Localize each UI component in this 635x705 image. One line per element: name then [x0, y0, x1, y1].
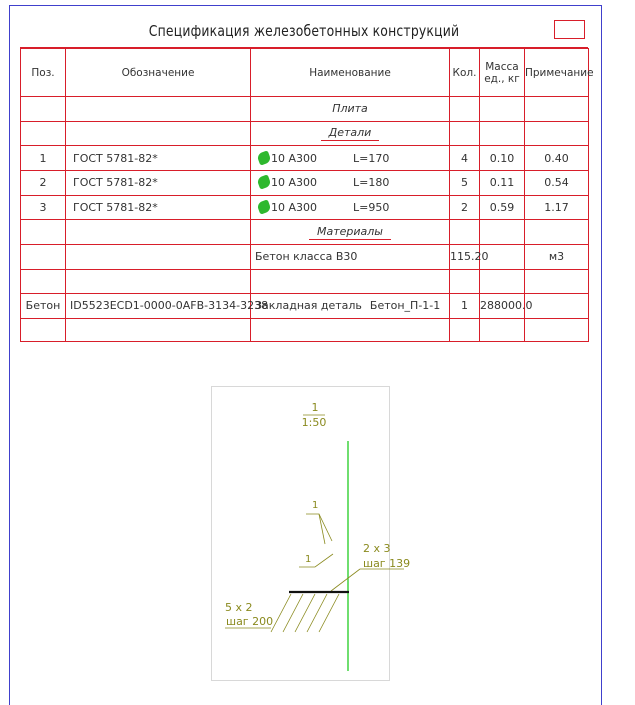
section-slab: Плита: [251, 97, 450, 122]
table-row[interactable]: [21, 171, 589, 196]
leader-top-branch: [319, 514, 325, 544]
row3-pos: 3: [21, 195, 66, 220]
row3-name: 10 А300 L=950: [251, 195, 450, 220]
row2-mass: 0.11: [480, 171, 525, 196]
table-row[interactable]: [21, 293, 589, 318]
row1-pos: 1: [21, 146, 66, 171]
row1-mass: 0.10: [480, 146, 525, 171]
rebar-marker-icon: [256, 150, 271, 165]
row1-qty: 4: [450, 146, 480, 171]
leader-label-bottom: 1: [305, 554, 312, 565]
hatch-bar: [307, 594, 327, 632]
embed-mass: 288000.0: [480, 293, 525, 318]
row2-pos: 2: [21, 171, 66, 196]
section-parts: Детали: [251, 121, 450, 146]
row2-qty: 5: [450, 171, 480, 196]
reinforcement-detail-drawing: [211, 386, 411, 681]
callout-right-count: 2 x 3: [363, 542, 391, 555]
callout-right-step: шаг 139: [363, 557, 411, 570]
header-qty: Кол.: [450, 49, 480, 97]
hatch-bar: [271, 594, 291, 632]
table-header-row: [21, 49, 589, 97]
table-row[interactable]: [21, 245, 589, 270]
hatch-bar: [295, 594, 315, 632]
material-qty: 115.20: [450, 245, 480, 270]
spec-title: Спецификация железобетонных конструкций: [148, 22, 460, 40]
header-name: Наименование: [251, 49, 450, 97]
scale-number: 1: [311, 401, 319, 414]
header-mass: [480, 49, 525, 97]
header-note: Примечание: [525, 49, 589, 97]
header-pos: Поз.: [21, 49, 66, 97]
row3-mass: 0.59: [480, 195, 525, 220]
table-row: [21, 220, 589, 245]
header-mass-line2: ед., кг: [484, 72, 520, 85]
specification-table: [20, 48, 594, 342]
row1-name: 10 А300 L=170: [251, 146, 450, 171]
embed-pos: Бетон: [21, 293, 66, 318]
table-row: [21, 121, 589, 146]
embed-qty: 1: [450, 293, 480, 318]
embed-designation: ID5523ECD1-0000-0AFB-3134-3238: [66, 293, 251, 318]
row2-designation: ГОСТ 5781-82*: [66, 171, 251, 196]
row3-qty: 2: [450, 195, 480, 220]
table-row: [21, 97, 589, 122]
hatch-bar: [319, 594, 339, 632]
header-mass-line1: Масса: [485, 60, 519, 73]
row3-designation: ГОСТ 5781-82*: [66, 195, 251, 220]
row2-name: 10 А300 L=180: [251, 171, 450, 196]
leader-top: [306, 514, 332, 541]
rebar-marker-icon: [256, 175, 271, 190]
callout-left-count: 5 x 2: [225, 601, 253, 614]
scale-value: 1:50: [301, 416, 327, 429]
leader-label-top: 1: [312, 500, 319, 511]
section-materials: Материалы: [251, 220, 450, 245]
callout-right-leader: [331, 569, 360, 591]
table-row[interactable]: [21, 195, 589, 220]
row3-note: 1.17: [525, 195, 589, 220]
material-name: Бетон класса В30: [251, 245, 450, 270]
table-row: [21, 269, 589, 293]
callout-left-step: шаг 200: [226, 615, 274, 628]
table-row[interactable]: [21, 146, 589, 171]
row1-note: 0.40: [525, 146, 589, 171]
header-designation: Обозначение: [66, 49, 251, 97]
embed-name: Закладная деталь Бетон_П-1-1: [251, 293, 450, 318]
material-note: м3: [525, 245, 589, 270]
rebar-marker-icon: [256, 199, 271, 214]
hatch-bar: [283, 594, 303, 632]
row2-note: 0.54: [525, 171, 589, 196]
table-row: [21, 318, 589, 341]
row1-designation: ГОСТ 5781-82*: [66, 146, 251, 171]
